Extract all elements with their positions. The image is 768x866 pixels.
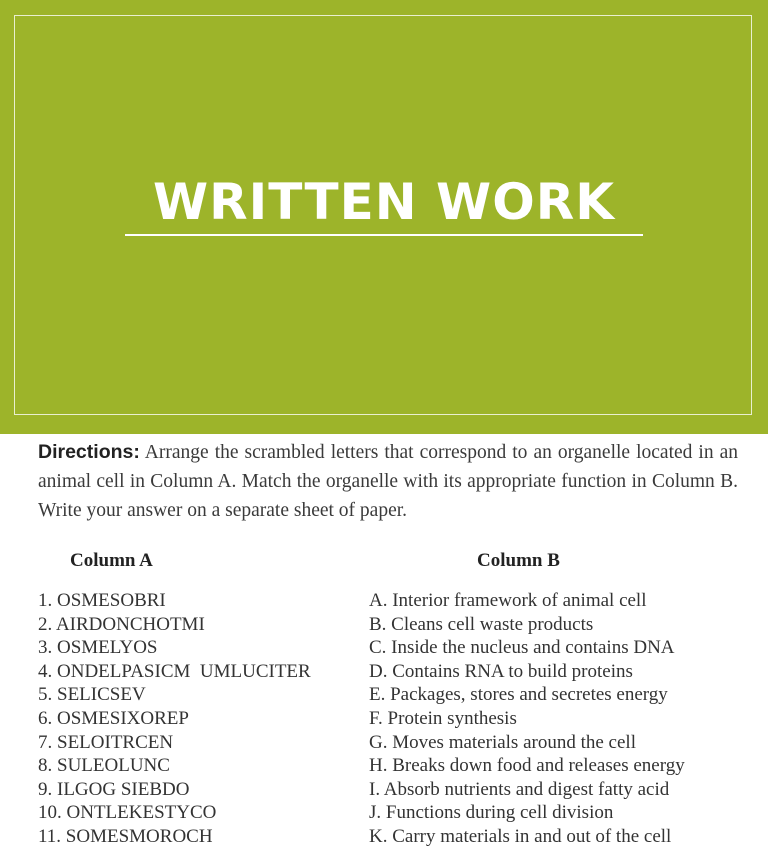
column-a-item: 4. ONDELPASICM UMLUCITER (38, 660, 311, 682)
column-a-item: 5. SELICSEV (38, 684, 146, 706)
column-a-item: 7. SELOITRCEN (38, 731, 174, 753)
column-a-item: 2. AIRDONCHOTMI (38, 613, 205, 635)
column-a-item: 1. OSMESOBRI (38, 590, 166, 611)
column-b-item: C. Inside the nucleus and contains DNA (369, 637, 675, 659)
directions-paragraph (38, 438, 738, 525)
directions-text: Arrange the scrambled letters that correspond to an organelle located in an animal cell in Column A. Match the organelle with its appropriate function in Column B. Write your answer on a separate sheet of paper. (38, 442, 738, 521)
column-b-item: B. Cleans cell waste products (369, 613, 594, 635)
column-b-item: F. Protein synthesis (369, 707, 517, 729)
column-b-item: E. Packages, stores and secretes energy (369, 684, 668, 706)
column-b-item: J. Functions during cell division (369, 802, 614, 824)
column-b-header: Column B (477, 550, 560, 571)
column-b-item: G. Moves materials around the cell (369, 731, 636, 753)
directions-label: Directions: (38, 441, 140, 463)
banner-title: WRITTEN WORK (153, 173, 615, 231)
banner-title-underline (125, 234, 643, 236)
column-b-item: K. Carry materials in and out of the cell (369, 825, 672, 847)
column-b-item: A. Interior framework of animal cell (369, 590, 647, 611)
column-b-list (369, 589, 685, 849)
column-a-item: 6. OSMESIXOREP (38, 707, 189, 729)
column-a-item: 11. SOMESMOROCH (38, 825, 213, 847)
column-a-item: 9. ILGOG SIEBDO (38, 778, 190, 800)
column-a-item: 3. OSMELYOS (38, 637, 158, 659)
column-a-list (38, 589, 311, 849)
column-a-item: 8. SULEOLUNC (38, 755, 170, 777)
column-a-header: Column A (70, 550, 153, 571)
column-a-item: 10. ONTLEKESTYCO (38, 802, 217, 824)
column-b-item: H. Breaks down food and releases energy (369, 755, 685, 777)
column-b-item: D. Contains RNA to build proteins (369, 660, 633, 682)
column-b-item: I. Absorb nutrients and digest fatty acid (369, 778, 670, 800)
